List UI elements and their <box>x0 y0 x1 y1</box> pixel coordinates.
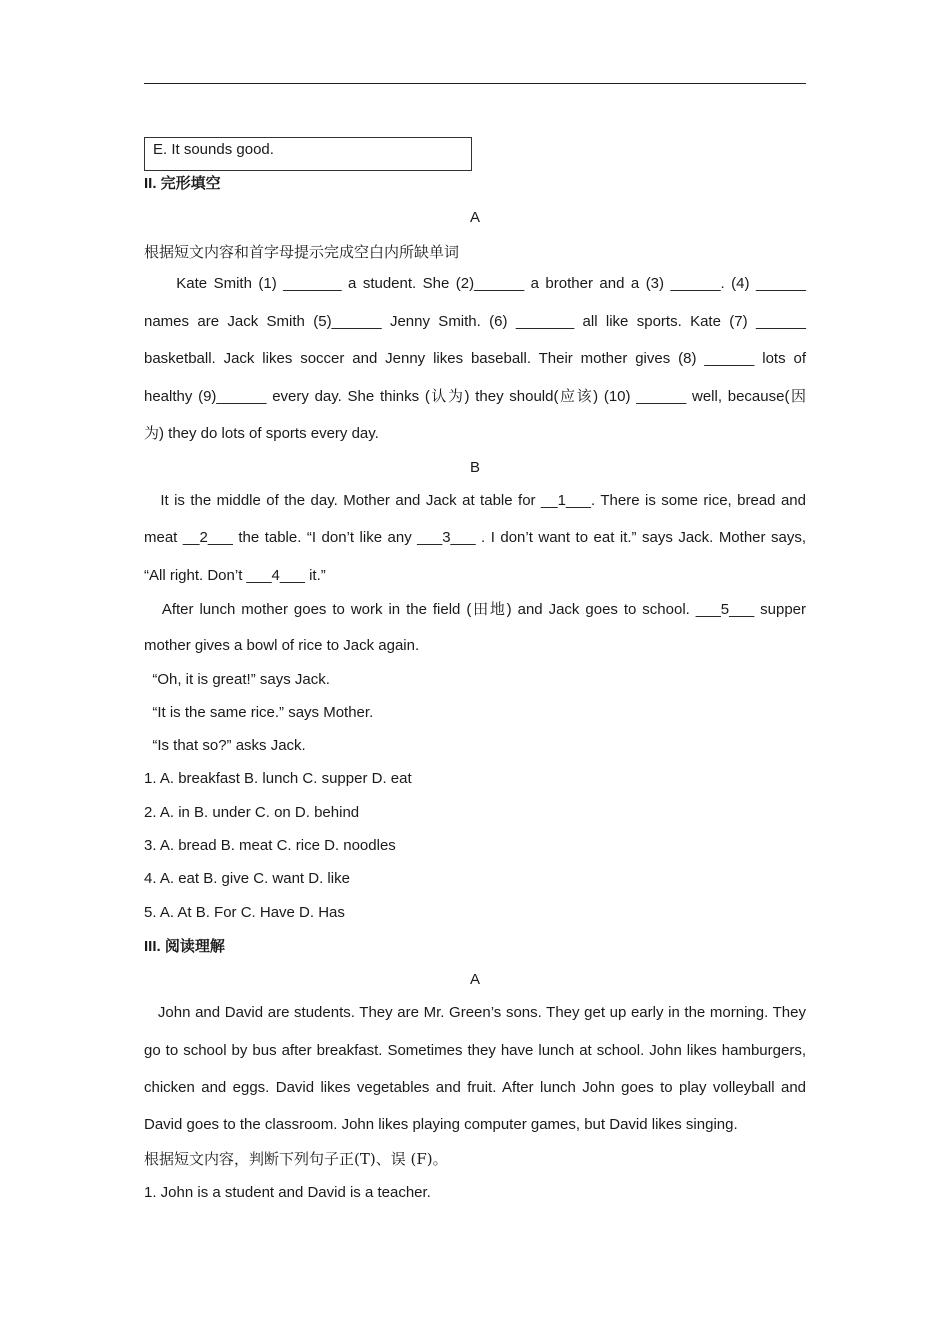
passage-b-line: “Oh, it is great!” says Jack. <box>144 671 330 688</box>
option-line: 2. A. in B. under C. on D. behind <box>144 804 360 821</box>
question-line: 1. John is a student and David is a teacher. <box>144 1184 431 1201</box>
header-rule <box>144 83 806 84</box>
reading-passage-line: chicken and eggs. David likes vegetables and fruit. After lunch John goes to play volleyball and <box>144 1079 806 1096</box>
passage-b-line: “Is that so?” asks Jack. <box>144 737 306 754</box>
part-label-a-reading: A <box>469 971 480 988</box>
section-heading-cloze: II. 完形填空 <box>144 175 221 192</box>
option-line: 3. A. bread B. meat C. rice D. noodles <box>144 837 396 854</box>
option-line: 4. A. eat B. give C. want D. like <box>144 870 350 887</box>
reading-passage-line: John and David are students. They are Mr. Green’s sons. They get up early in the morning. They <box>144 1004 806 1021</box>
option-line: 5. A. At B. For C. Have D. Has <box>144 904 345 921</box>
reading-passage-line: David goes to the classroom. John likes playing computer games, but David likes singing. <box>144 1116 738 1133</box>
passage-b-line: After lunch mother goes to work in the field (田地) and Jack goes to school. ___5___ supper <box>144 601 806 618</box>
part-label-b: B <box>469 459 480 476</box>
passage-b-line: “All right. Don’t ___4___ it.” <box>144 567 326 584</box>
option-e-text: E. It sounds good. <box>153 141 274 158</box>
passage-a-line: healthy (9)______ every day. She thinks (认为) they should(应该) (10) ______ well, because(因 <box>144 388 806 405</box>
passage-a-line: basketball. Jack likes soccer and Jenny likes baseball. Their mother gives (8) ______ lots of <box>144 350 806 367</box>
passage-b-line: meat __2___ the table. “I don’t like any ___3___ . I don’t want to eat it.” says Jack. Mother says, <box>144 529 806 546</box>
reading-instruction: 根据短文内容，判断下列句子正(T)、误 (F)。 <box>144 1150 448 1168</box>
option-line: 1. A. breakfast B. lunch C. supper D. eat <box>144 770 412 787</box>
part-label-a: A <box>469 209 480 226</box>
passage-b-line: It is the middle of the day. Mother and Jack at table for __1___. There is some rice, bread and <box>144 492 806 509</box>
cloze-instruction: 根据短文内容和首字母提示完成空白内所缺单词 <box>144 243 460 261</box>
passage-b-line: “It is the same rice.” says Mother. <box>144 704 374 721</box>
passage-a-line: Kate Smith (1) _______ a student. She (2)______ a brother and a (3) ______. (4) ______ <box>144 275 806 292</box>
answer-option-box <box>144 137 472 171</box>
passage-a-line: names are Jack Smith (5)______ Jenny Smith. (6) _______ all like sports. Kate (7) ______ <box>144 313 806 330</box>
passage-a-line: 为) they do lots of sports every day. <box>144 425 379 442</box>
section-heading-reading: III. 阅读理解 <box>144 938 225 955</box>
reading-passage-line: go to school by bus after breakfast. Sometimes they have lunch at school. John likes hamburgers, <box>144 1042 806 1059</box>
passage-b-line: mother gives a bowl of rice to Jack again. <box>144 637 420 654</box>
